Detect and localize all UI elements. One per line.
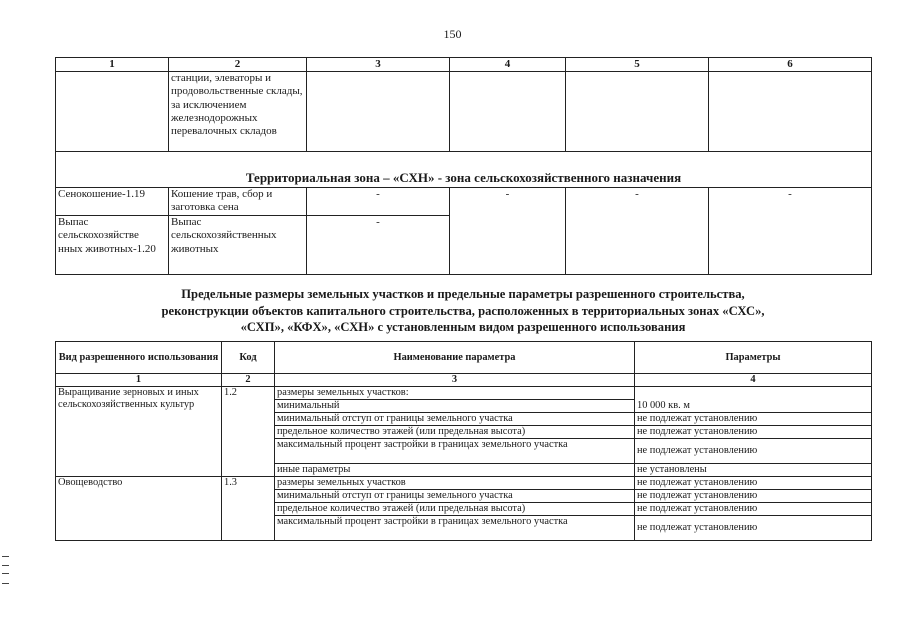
param-name: минимальный [275, 400, 635, 413]
column-header: 5 [566, 58, 709, 72]
column-header: Наименование параметра [275, 342, 635, 374]
column-header: 1 [56, 58, 169, 72]
table-row [56, 188, 872, 216]
column-header: 4 [450, 58, 566, 72]
table-cell: - [566, 188, 709, 275]
param-value: 10 000 кв. м [635, 387, 872, 413]
param-name: максимальный процент застройки в границах земельного участка [275, 439, 635, 464]
table-cell [56, 72, 169, 152]
use-type-cell: Выращивание зерновых и иных сельскохозяйственных культур [56, 387, 222, 477]
code-cell: 1.3 [222, 477, 275, 541]
table-cell: Выпас сельскохозяйственных животных [169, 216, 307, 275]
table-row [56, 72, 872, 152]
column-header: 6 [709, 58, 872, 72]
table-cell: - [307, 188, 450, 216]
column-header: Код [222, 342, 275, 374]
code-cell: 1.2 [222, 387, 275, 477]
table-cell [709, 72, 872, 152]
zone-title: Территориальная зона – «СХН» - зона сельскохозяйственного назначения [56, 152, 872, 188]
param-name: предельное количество этажей (или предельная высота) [275, 503, 635, 516]
table-cell [307, 72, 450, 152]
param-name: размеры земельных участков [275, 477, 635, 490]
param-value: не подлежат установлению [635, 439, 872, 464]
column-number: 1 [56, 374, 222, 387]
param-name: максимальный процент застройки в границах земельного участка [275, 516, 635, 541]
permitted-use-table [55, 57, 872, 275]
table-cell: Выпас сельскохозяйстве нных животных-1.20 [56, 216, 169, 275]
column-number: 3 [275, 374, 635, 387]
parameters-table [55, 341, 872, 541]
table-cell [450, 72, 566, 152]
use-type-cell: Овощеводство [56, 477, 222, 541]
table-header-row [56, 58, 872, 72]
param-name: размеры земельных участков: [275, 387, 635, 400]
param-name: минимальный отступ от границы земельного участка [275, 413, 635, 426]
heading-line: «СХП», «КФХ», «СХН» с установленным видом разрешенного использования [240, 320, 686, 334]
column-header: Параметры [635, 342, 872, 374]
param-value: не подлежат установлению [635, 477, 872, 490]
param-value: не подлежат установлению [635, 426, 872, 439]
binding-margin-mark [2, 556, 9, 584]
column-number: 4 [635, 374, 872, 387]
column-number: 2 [222, 374, 275, 387]
table-cell: станции, элеваторы и продовольственные склады, за исключением железнодорожных перевалочных складов [169, 72, 307, 152]
param-value: не установлены [635, 464, 872, 477]
table-row [56, 477, 872, 490]
param-value: не подлежат установлению [635, 516, 872, 541]
table-cell: Кошение трав, сбор и заготовка сена [169, 188, 307, 216]
param-name: предельное количество этажей (или предельная высота) [275, 426, 635, 439]
column-header: 3 [307, 58, 450, 72]
table-row [56, 387, 872, 400]
column-header: 2 [169, 58, 307, 72]
param-value: не подлежат установлению [635, 413, 872, 426]
param-name: минимальный отступ от границы земельного участка [275, 490, 635, 503]
column-header: Вид разрешенного использования [56, 342, 222, 374]
page-number: 150 [443, 27, 462, 41]
param-value: не подлежат установлению [635, 503, 872, 516]
table-header-row [56, 342, 872, 374]
param-name: иные параметры [275, 464, 635, 477]
table-cell: - [709, 188, 872, 275]
param-value: не подлежат установлению [635, 490, 872, 503]
table-cell [566, 72, 709, 152]
table-cell: - [307, 216, 450, 275]
section-heading [55, 286, 871, 336]
heading-line: реконструкции объектов капитального строительства, расположенных в территориальных зонах «СХС», [161, 303, 765, 318]
table-cell: - [450, 188, 566, 275]
column-number-row [56, 374, 872, 387]
table-cell: Сенокошение-1.19 [56, 188, 169, 216]
zone-title-row [56, 152, 872, 188]
heading-line: Предельные размеры земельных участков и предельные параметры разрешенного строительства, [181, 287, 745, 301]
